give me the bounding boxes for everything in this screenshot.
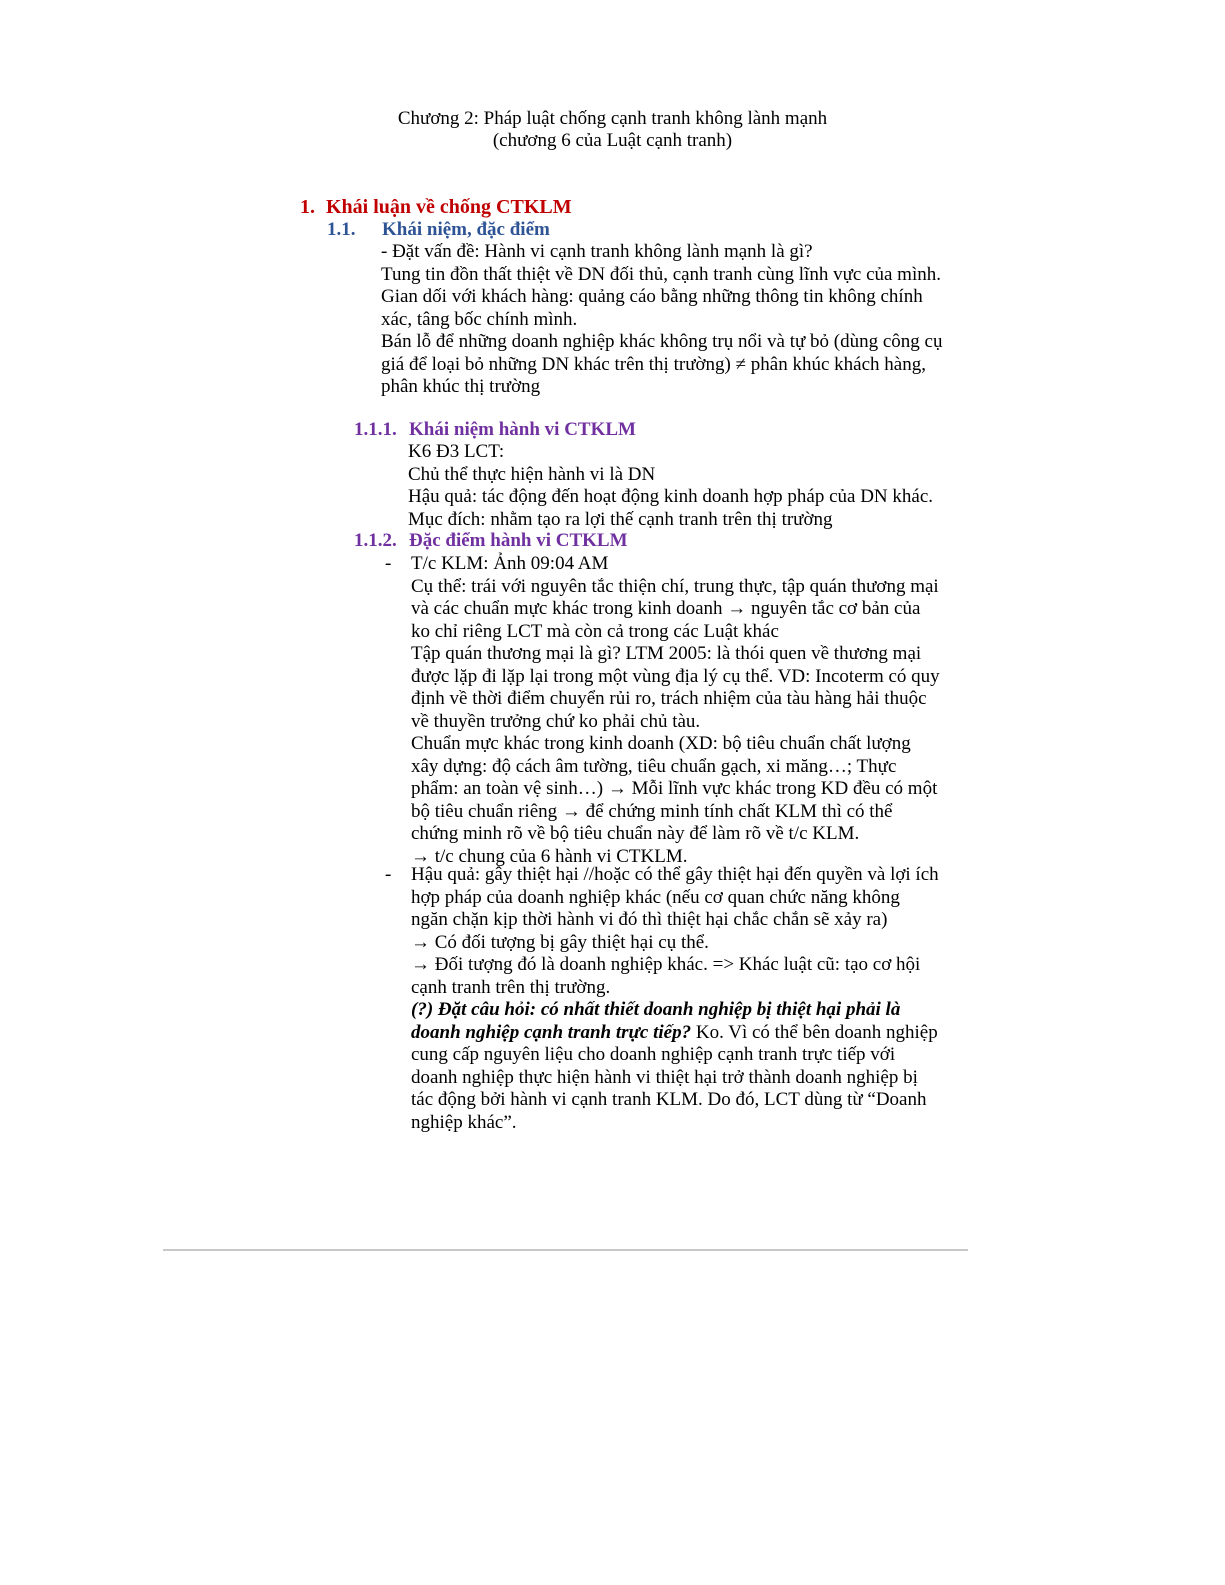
heading-1-1-text: Khái niệm, đặc điểm (382, 219, 550, 240)
heading-1 (300, 196, 572, 219)
bullet-2-body (411, 864, 941, 1134)
paragraph: Hậu quả: tác động đến hoạt động kinh doanh hợp pháp của DN khác. (408, 486, 934, 507)
paragraph: Chủ thể thực hiện hành vi là DN (408, 463, 656, 485)
paragraph: K6 Đ3 LCT: (408, 441, 505, 462)
paragraph: Chuẩn mực khác trong kinh doanh (XD: bộ tiêu chuẩn chất lượng xây dựng: độ cách âm tường, tiêu chuẩn gạch, xi măng…; Thực phẩm: an toàn vệ sinh…) → Mỗi lĩnh vực khác trong KD đều có một bộ tiêu chuẩn riêng → để chứng minh tính chất KLM thì có thể chứng minh rõ về bộ tiêu chuẩn này để làm rõ về t/c KLM. (411, 733, 938, 844)
section-1-1-body (381, 241, 951, 399)
heading-1-text: Khái luận về chống CTKLM (326, 196, 572, 218)
paragraph: → Có đối tượng bị gây thiệt hại cụ thể. (411, 931, 709, 953)
question-paragraph (411, 999, 941, 1134)
heading-1-1-1-number: 1.1.1. (354, 419, 397, 440)
heading-1-1-1 (354, 419, 636, 442)
paragraph: Mục đích: nhằm tạo ra lợi thế cạnh tranh trên thị trường (408, 508, 833, 530)
bullet-1-body (411, 553, 941, 868)
paragraph: Tập quán thương mại là gì? LTM 2005: là thói quen về thương mại được lặp đi lặp lại trong một vùng địa lý cụ thể. VD: Incoterm có quy định về thời điểm chuyển rủi ro, trách nhiệm của tàu hàng hải thuộc về thuyền trưởng chứ ko phải chủ tàu. (411, 643, 940, 732)
doc-title-line2: (chương 6 của Luật cạnh tranh) (492, 130, 733, 151)
paragraph: Tung tin đồn thất thiệt về DN đối thủ, cạnh tranh cùng lĩnh vực của mình. (381, 263, 941, 285)
paragraph: → t/c chung của 6 hành vi CTKLM. (411, 845, 688, 867)
doc-title-line1: Chương 2: Pháp luật chống cạnh tranh không lành mạnh (397, 108, 828, 129)
paragraph: Bán lỗ để những doanh nghiệp khác không trụ nổi và tự bỏ (dùng công cụ giá để loại bỏ những DN khác trên thị trường) ≠ phân khúc khách hàng, phân khúc thị trường (381, 331, 943, 397)
heading-1-1-number: 1.1. (327, 219, 356, 240)
paragraph: T/c KLM: Ảnh 09:04 AM (411, 553, 609, 574)
paragraph: → Đối tượng đó là doanh nghiệp khác. => Khác luật cũ: tạo cơ hội cạnh tranh trên thị trường. (411, 954, 921, 998)
answer-text: Ko. Vì có thể bên doanh nghiệp cung cấp nguyên liệu cho doanh nghiệp cạnh tranh trực tiếp với doanh nghiệp thực hiện hành vi thiệt hại trở thành doanh nghiệp bị tác động bởi hành vi cạnh tranh KLM. Do đó, LCT dùng từ “Doanh nghiệp khác”. (411, 1021, 938, 1133)
paragraph: Gian dối với khách hàng: quảng cáo bằng những thông tin không chính xác, tâng bốc chính mình. (381, 286, 923, 330)
heading-1-1-2-number: 1.1.2. (354, 530, 397, 551)
bullet-marker: - (385, 864, 392, 885)
section-1-1-1-body (408, 441, 953, 531)
heading-1-1 (327, 219, 550, 242)
heading-1-number: 1. (300, 196, 315, 218)
heading-1-1-1-text: Khái niệm hành vi CTKLM (409, 419, 636, 440)
question-bold: (?) Đặt câu hỏi: có nhất thiết doanh nghiệp bị thiệt hại phải là doanh nghiệp cạnh tranh trực tiếp? (411, 999, 901, 1043)
heading-1-1-2-text: Đặc điểm hành vi CTKLM (409, 530, 628, 551)
page-divider (163, 1249, 968, 1251)
bullet-marker: - (385, 553, 392, 574)
paragraph: Hậu quả: gây thiệt hại //hoặc có thể gây thiệt hại đến quyền và lợi ích hợp pháp của doanh nghiệp khác (nếu cơ quan chức năng không ngăn chặn kịp thời hành vi đó thì thiệt hại chắc chắn sẽ xảy ra) (411, 864, 939, 930)
paragraph: Cụ thể: trái với nguyên tắc thiện chí, trung thực, tập quán thương mại và các chuẩn mực khác trong kinh doanh → nguyên tắc cơ bản của ko chỉ riêng LCT mà còn cả trong các Luật khác (411, 575, 939, 642)
heading-1-1-2 (354, 530, 628, 553)
paragraph: - Đặt vấn đề: Hành vi cạnh tranh không lành mạnh là gì? (381, 241, 813, 262)
